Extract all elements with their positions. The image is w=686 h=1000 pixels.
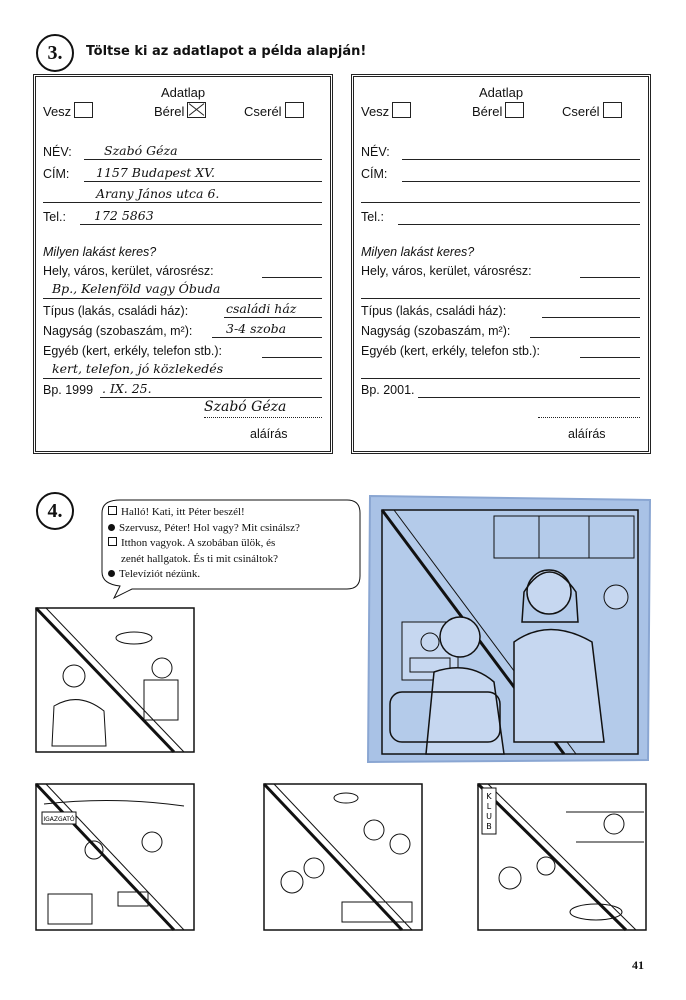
date-label: Bp. 2001.: [361, 383, 415, 397]
exercise-3-number: [36, 34, 74, 72]
dialogue-text: zenét hallgatok. És ti mit csináltok?: [121, 552, 279, 565]
tipus-label: Típus (lakás, családi ház):: [43, 304, 189, 318]
club-illustration: [476, 782, 648, 932]
nagysag-line: [212, 337, 322, 338]
dialogue-text: Halló! Kati, itt Péter beszél!: [121, 506, 245, 518]
nev-value[interactable]: Szabó Géza: [104, 143, 178, 158]
office-illustration: [34, 782, 196, 932]
cim-line-2: [43, 202, 322, 203]
blank-form: [351, 74, 651, 454]
option-cserel-label: Cserél: [244, 104, 282, 119]
option-cserel-label: Cserél: [562, 104, 600, 119]
tipus-input-line[interactable]: [542, 317, 640, 318]
tel-value[interactable]: 172 5863: [94, 208, 154, 223]
cim-input-line-2[interactable]: [361, 202, 640, 203]
date-label: Bp. 1999: [43, 383, 94, 397]
tel-input-line[interactable]: [398, 224, 640, 225]
date-input-line[interactable]: [418, 397, 640, 398]
dialogue-text: Szervusz, Péter! Hol vagy? Mit csinálsz?: [119, 521, 300, 534]
hely-label: Hely, város, kerület, városrész:: [361, 264, 532, 278]
nagysag-label: Nagyság (szobaszám, m²):: [43, 324, 193, 338]
nev-input-line[interactable]: [402, 159, 640, 160]
cim-value-2[interactable]: Arany János utca 6.: [96, 186, 220, 201]
egyeb-line-2: [43, 378, 322, 379]
dialogue-line-2: [108, 521, 300, 537]
nev-label: NÉV:: [43, 145, 72, 159]
square-bullet-icon: [108, 506, 117, 515]
dialogue-line-1: [108, 505, 300, 521]
kitchen-illustration: [34, 606, 196, 754]
cserel-checkbox[interactable]: [603, 102, 622, 118]
dot-bullet-icon: [108, 570, 115, 577]
club-letter: L: [486, 802, 492, 811]
nagysag-input-line[interactable]: [530, 337, 640, 338]
hely-input-line-2[interactable]: [361, 298, 640, 299]
hely-line-1: [262, 277, 322, 278]
question-label: Milyen lakást keres?: [43, 245, 157, 259]
egyeb-line-1: [262, 357, 322, 358]
party-illustration: [262, 782, 424, 932]
dialogue-line-4: [108, 552, 300, 568]
vesz-checkbox[interactable]: [74, 102, 93, 118]
egyeb-label: Egyéb (kert, erkély, telefon stb.):: [43, 344, 223, 358]
option-berel-label: Bérel: [154, 104, 185, 119]
cim-value-1[interactable]: 1157 Budapest XV.: [96, 165, 216, 180]
option-vesz-label: Vesz: [361, 104, 390, 119]
cim-input-line-1[interactable]: [402, 181, 640, 182]
club-letter: B: [486, 822, 492, 831]
tel-label: Tel.:: [43, 210, 66, 224]
hely-line-2: [43, 298, 322, 299]
square-bullet-icon: [108, 537, 117, 546]
club-letter: K: [486, 792, 492, 801]
berel-checkbox-checked[interactable]: [187, 102, 206, 118]
date-line: [100, 397, 322, 398]
dialogue-text: Itthon vagyok. A szobában ülök, és: [121, 537, 276, 549]
hely-input-line-1[interactable]: [580, 277, 640, 278]
exercise-3-number-text: 3.: [47, 41, 63, 64]
dot-bullet-icon: [108, 524, 115, 531]
form-title: Adatlap: [478, 85, 524, 100]
option-cserel: [562, 102, 622, 119]
date-value[interactable]: . IX. 25.: [102, 381, 152, 396]
exercise-4-number: [36, 492, 74, 530]
option-berel: [154, 102, 206, 119]
nev-line: [84, 159, 322, 160]
hely-value[interactable]: Bp., Kelenföld vagy Óbuda: [52, 281, 221, 296]
question-label: Milyen lakást keres?: [361, 245, 475, 259]
cim-label: CÍM:: [43, 167, 70, 181]
example-form: [33, 74, 333, 454]
signature-input-line[interactable]: [538, 417, 640, 418]
tel-line: [80, 224, 322, 225]
tipus-value[interactable]: családi ház: [226, 301, 297, 316]
signature-line: [204, 417, 322, 418]
berel-checkbox[interactable]: [505, 102, 524, 118]
egyeb-input-line-2[interactable]: [361, 378, 640, 379]
signature-value[interactable]: Szabó Géza: [204, 399, 287, 415]
tipus-label: Típus (lakás, családi ház):: [361, 304, 507, 318]
cim-label: CÍM:: [361, 167, 388, 181]
option-berel: [472, 102, 524, 119]
dialogue-text: Televíziót nézünk.: [119, 568, 201, 580]
cserel-checkbox[interactable]: [285, 102, 304, 118]
egyeb-input-line-1[interactable]: [580, 357, 640, 358]
hely-label: Hely, város, kerület, városrész:: [43, 264, 214, 278]
igazgato-sign: IGAZGATÓ: [43, 816, 75, 823]
exercise-3-instruction: Töltse ki az adatlapot a példa alapján!: [86, 44, 367, 59]
option-cserel: [244, 102, 304, 119]
signature-label: aláírás: [250, 427, 288, 441]
phone-call-illustration: [364, 492, 656, 766]
nev-label: NÉV:: [361, 145, 390, 159]
vesz-checkbox[interactable]: [392, 102, 411, 118]
dialogue-line-5: [108, 567, 300, 583]
exercise-4-number-text: 4.: [47, 499, 63, 522]
tipus-line: [224, 317, 322, 318]
egyeb-value[interactable]: kert, telefon, jó közlekedés: [52, 361, 224, 376]
club-letter: U: [486, 812, 492, 821]
form-title: Adatlap: [160, 85, 206, 100]
cim-line-1: [84, 181, 322, 182]
dialogue-line-3: [108, 536, 300, 552]
page-number: 41: [632, 958, 644, 972]
nagysag-label: Nagyság (szobaszám, m²):: [361, 324, 511, 338]
option-vesz-label: Vesz: [43, 104, 72, 119]
option-berel-label: Bérel: [472, 104, 503, 119]
option-vesz: [361, 102, 411, 119]
dialogue: [108, 505, 300, 583]
signature-label: aláírás: [568, 427, 606, 441]
option-vesz: [43, 102, 93, 119]
tel-label: Tel.:: [361, 210, 384, 224]
nagysag-value[interactable]: 3-4 szoba: [226, 321, 287, 336]
egyeb-label: Egyéb (kert, erkély, telefon stb.):: [361, 344, 541, 358]
